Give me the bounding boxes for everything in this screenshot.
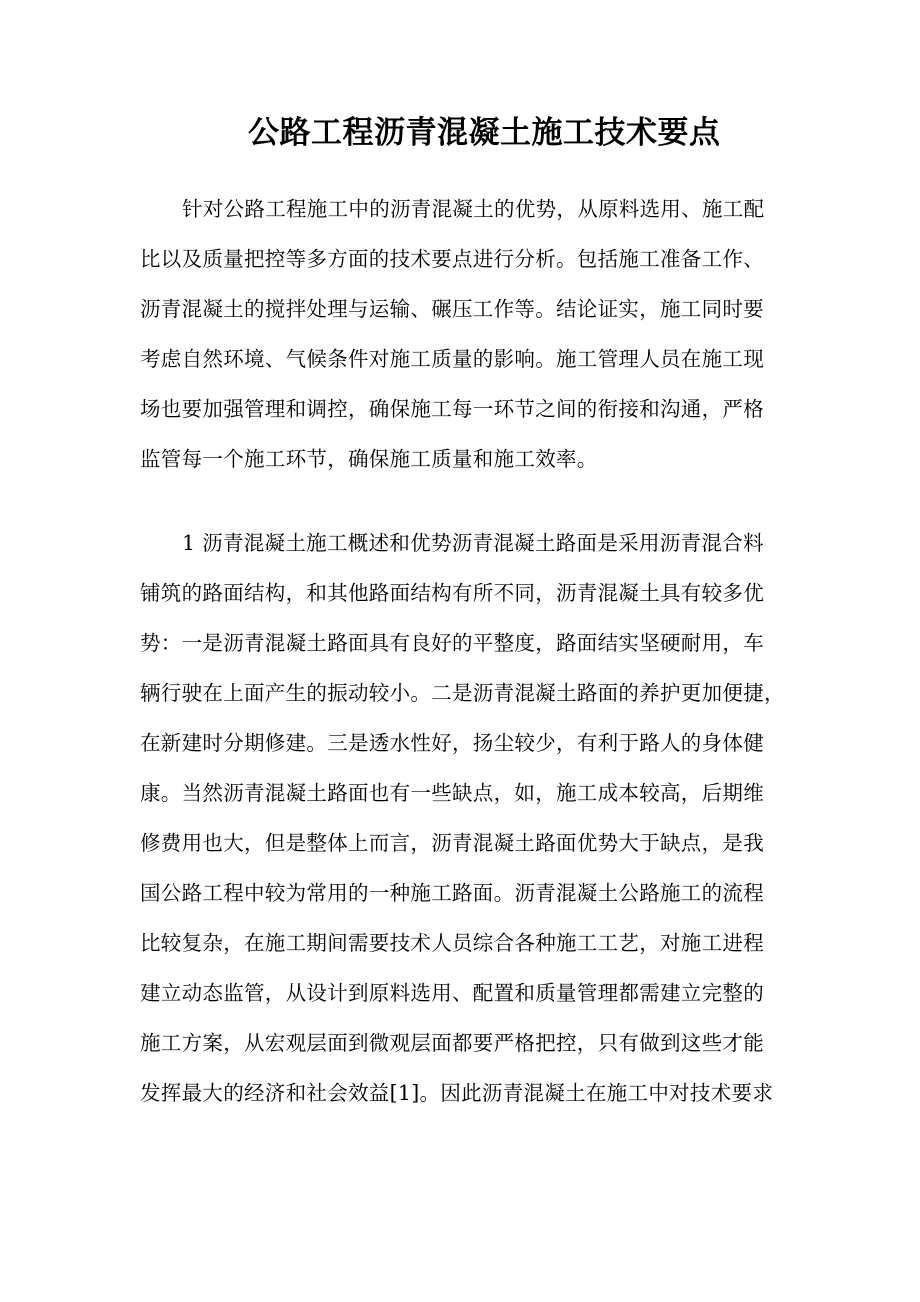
document-title: 公路工程沥青混凝土施工技术要点 — [248, 115, 721, 151]
paragraph-2-line-1: 1 沥青混凝土施工概述和优势沥青混凝土路面是采用沥青混合料 — [182, 531, 764, 555]
paragraph-2-line-2: 铺筑的路面结构，和其他路面结构有所不同，沥青混凝土具有较多优 — [140, 581, 764, 605]
paragraph-2-line-3: 势：一是沥青混凝土路面具有良好的平整度，路面结实坚硬耐用，车 — [140, 631, 764, 655]
paragraph-2-line-6: 康。当然沥青混凝土路面也有一些缺点，如，施工成本较高，后期维 — [140, 781, 764, 805]
paragraph-1-line-4: 考虑自然环境、气候条件对施工质量的影响。施工管理人员在施工现 — [140, 347, 764, 371]
paragraph-1-line-6: 监管每一个施工环节，确保施工质量和施工效率。 — [140, 447, 598, 471]
paragraph-2-line-9: 比较复杂，在施工期间需要技术人员综合各种施工工艺，对施工进程 — [140, 931, 764, 955]
paragraph-2-line-4: 辆行驶在上面产生的振动较小。二是沥青混凝土路面的养护更加便捷， — [140, 681, 785, 705]
title-container — [248, 109, 748, 159]
paragraph-1-line-3: 沥青混凝土的搅拌处理与运输、碾压工作等。结论证实，施工同时要 — [140, 297, 764, 321]
paragraph-2-line-12: 发挥最大的经济和社会效益[1]。因此沥青混凝土在施工中对技术要求 — [140, 1081, 774, 1105]
paragraph-2-line-10: 建立动态监管，从设计到原料选用、配置和质量管理都需建立完整的 — [140, 981, 764, 1005]
paragraph-2-line-11: 施工方案，从宏观层面到微观层面都要严格把控，只有做到这些才能 — [140, 1031, 764, 1055]
paragraph-2-line-8: 国公路工程中较为常用的一种施工路面。沥青混凝土公路施工的流程 — [140, 881, 764, 905]
paragraph-1-line-5: 场也要加强管理和调控，确保施工每一环节之间的衔接和沟通，严格 — [140, 397, 764, 421]
paragraph-1-line-1: 针对公路工程施工中的沥青混凝土的优势，从原料选用、施工配 — [182, 197, 765, 221]
paragraph-2-line-7: 修费用也大，但是整体上而言，沥青混凝土路面优势大于缺点，是我 — [140, 831, 764, 855]
paragraph-2-line-5: 在新建时分期修建。三是透水性好，扬尘较少，有利于路人的身体健 — [140, 731, 764, 755]
paragraph-1-line-2: 比以及质量把控等多方面的技术要点进行分析。包括施工准备工作、 — [140, 247, 764, 271]
